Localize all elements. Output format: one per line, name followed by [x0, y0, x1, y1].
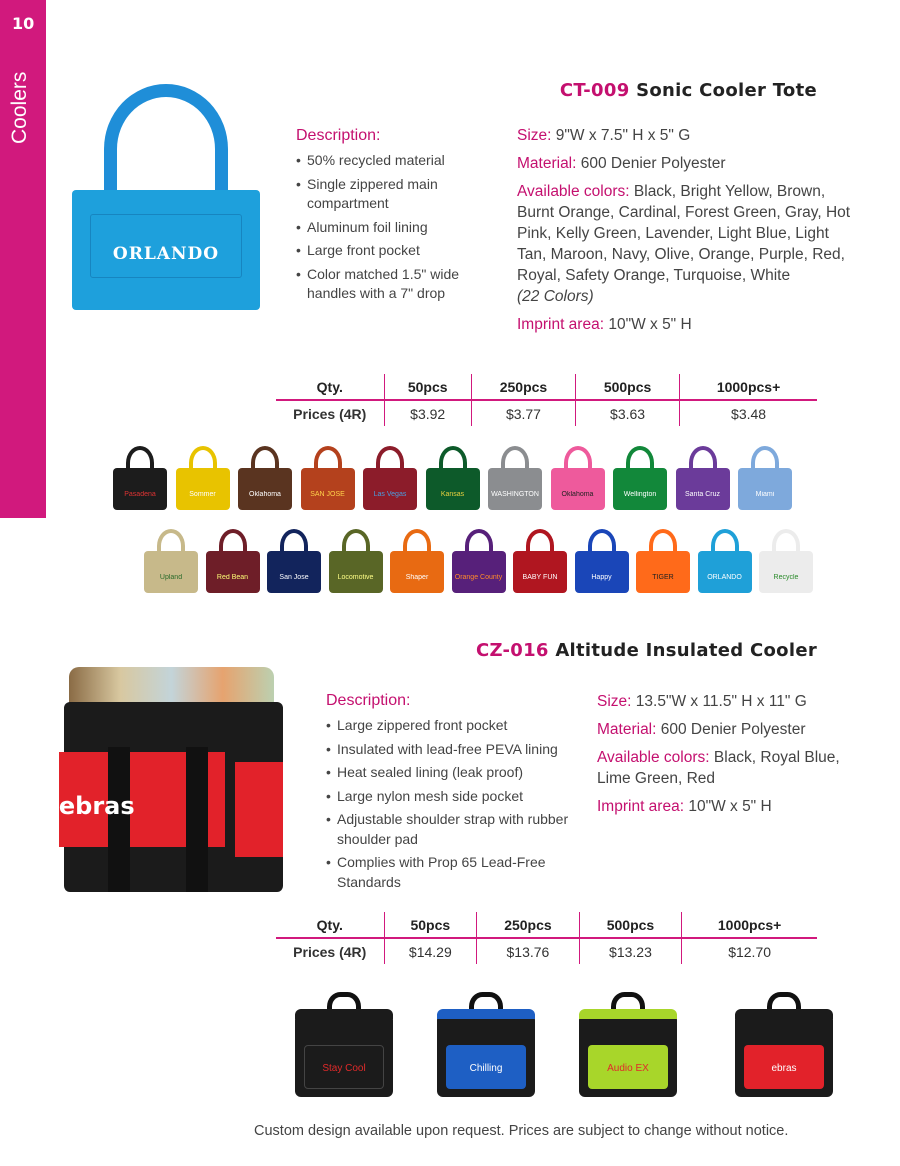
cooler-variant [572, 982, 684, 1104]
spec-material: Material: 600 Denier Polyester [597, 721, 806, 738]
spec-colors: Available colors: Black, Royal Blue, Lime Green, Red [597, 749, 840, 787]
cooler-handle [186, 747, 208, 892]
spec-material: Material: 600 Denier Polyester [517, 155, 726, 172]
tote-imprint: Recycle [773, 574, 799, 581]
tier-cell: 50pcs [384, 912, 477, 938]
qty-label: Qty. [276, 912, 384, 938]
tote-imprint: Locomotive [337, 574, 374, 581]
tote-body [113, 468, 167, 510]
tote-imprint: Shaper [405, 574, 429, 581]
tote-imprint: Wellington [623, 491, 657, 498]
tier-cell: 250pcs [477, 912, 580, 938]
description-item: • 50% recycled material [296, 151, 496, 171]
description-heading: Description: [296, 127, 381, 144]
section-label: Coolers [8, 71, 31, 144]
tier-cell: 1000pcs+ [682, 912, 817, 938]
color-swatch-tote [426, 446, 480, 510]
tote-imprint: WASHINGTON [491, 491, 539, 498]
price-label: Prices (4R) [293, 405, 367, 422]
description-item: • Complies with Prop 65 Lead-Free Standards [326, 853, 576, 892]
spec-imprint: Imprint area: 10"W x 5" H [517, 316, 692, 333]
colors-count: (22 Colors) [517, 288, 594, 305]
tote-body [426, 468, 480, 510]
product-code: CT-009 [559, 80, 630, 101]
description-list [326, 716, 576, 892]
cooler-imprint: Stay Cool [322, 1062, 366, 1074]
description-list [296, 151, 496, 304]
color-swatch-tote [363, 446, 417, 510]
color-swatch-tote [176, 446, 230, 510]
tote-imprint: TIGER [652, 574, 674, 581]
color-swatch-tote [206, 529, 260, 593]
tote-body [575, 551, 629, 593]
tote-body [390, 551, 444, 593]
tote-imprint: Upland [159, 574, 183, 581]
color-swatch-tote [488, 446, 542, 510]
cooler-imprint: ebras [58, 792, 135, 820]
color-swatch-tote [676, 446, 730, 510]
section-tab [0, 0, 46, 518]
tier-cell: 1000pcs+ [680, 374, 817, 400]
price-cell: $12.70 [682, 938, 817, 964]
tote-body [452, 551, 506, 593]
price-cell: $3.92 [384, 400, 471, 426]
cooler-side-panel [235, 762, 284, 857]
tote-imprint: Santa Cruz [684, 491, 721, 498]
cooler-variant [728, 982, 840, 1104]
tote-body [329, 551, 383, 593]
color-swatch-tote [301, 446, 355, 510]
tote-body [513, 551, 567, 593]
tote-body [206, 551, 260, 593]
product-code: CZ-016 [475, 640, 549, 661]
tier-cell: 50pcs [384, 374, 471, 400]
color-swatch-tote [329, 529, 383, 593]
cooler-lid [437, 1009, 536, 1019]
spec-block [597, 691, 847, 824]
tote-body [613, 468, 667, 510]
spec-imprint: Imprint area: 10"W x 5" H [597, 798, 772, 815]
description-item: • Color matched 1.5" wide handles with a 7" drop [296, 265, 496, 304]
price-cell: $13.23 [579, 938, 682, 964]
tote-body [363, 468, 417, 510]
color-swatch-tote [759, 529, 813, 593]
tote-body [301, 468, 355, 510]
cooler-imprint: ebras [771, 1062, 797, 1074]
tote-imprint: San Jose [279, 574, 309, 581]
color-swatch-tote [267, 529, 321, 593]
price-table-cz016 [276, 912, 817, 964]
tote-imprint: Oklahoma [561, 491, 594, 498]
tote-body [238, 468, 292, 510]
tote-body [176, 468, 230, 510]
description-block [296, 127, 496, 308]
tote-imprint: Happy [591, 574, 612, 581]
color-swatch-tote [390, 529, 444, 593]
tote-imprint: Miami [755, 491, 775, 498]
sonic-cooler-tote-image [72, 84, 260, 310]
tier-cell: 500pcs [579, 912, 682, 938]
description-item: • Aluminum foil lining [296, 218, 496, 238]
altitude-cooler-image [54, 662, 298, 912]
tote-body [698, 551, 752, 593]
color-swatch-tote [513, 529, 567, 593]
color-swatch-tote [636, 529, 690, 593]
description-item: • Large nylon mesh side pocket [326, 787, 576, 807]
color-swatch-tote [738, 446, 792, 510]
color-swatch-tote [113, 446, 167, 510]
color-swatch-tote [551, 446, 605, 510]
tote-body [267, 551, 321, 593]
tote-body [759, 551, 813, 593]
price-label: Prices (4R) [293, 943, 367, 960]
color-swatch-tote [452, 529, 506, 593]
tote-imprint: Orange County [454, 574, 503, 581]
price-table-ct009 [276, 374, 817, 426]
tier-cell: 500pcs [576, 374, 680, 400]
tote-body [636, 551, 690, 593]
color-swatch-tote [575, 529, 629, 593]
footer-note: Custom design available upon request. Prices are subject to change without notice. [254, 1123, 789, 1139]
price-cell: $14.29 [384, 938, 477, 964]
description-block [326, 692, 576, 896]
description-item: • Heat sealed lining (leak proof) [326, 763, 576, 783]
tote-imprint: Oklahoma [249, 491, 281, 498]
description-heading: Description: [326, 692, 411, 709]
description-item: • Large front pocket [296, 241, 496, 261]
tote-imprint: BABY FUN [522, 574, 558, 581]
description-item: • Large zippered front pocket [326, 716, 576, 736]
tote-imprint: Kansas [440, 491, 465, 498]
cooler-lid [295, 1009, 394, 1019]
cooler-lid [579, 1009, 678, 1019]
tote-imprint: Sommer [189, 491, 216, 498]
spec-colors: Available colors: Black, Bright Yellow, Brown, Burnt Orange, Cardinal, Forest Green, Gray, Hot Pink, Kelly Green, Lavender, Light Blue, Light Tan, Maroon, Navy, Olive, Orange, Purple, Red, Royal, Safety Orange, Turquoise, White (22 Colors) [517, 183, 851, 305]
tote-body [488, 468, 542, 510]
qty-label: Qty. [276, 374, 384, 400]
tote-body [144, 551, 198, 593]
color-swatch-tote [144, 529, 198, 593]
cooler-variant [430, 982, 542, 1104]
cooler-variant [288, 982, 400, 1104]
description-item: • Insulated with lead-free PEVA lining [326, 740, 576, 760]
color-swatch-tote [238, 446, 292, 510]
page-number: 10 [12, 14, 35, 33]
description-item: • Adjustable shoulder strap with rubber shoulder pad [326, 810, 576, 849]
color-swatch-tote [698, 529, 752, 593]
tote-body [551, 468, 605, 510]
price-cell: $13.76 [477, 938, 580, 964]
color-swatch-tote [613, 446, 667, 510]
product-name: Altitude Insulated Cooler [555, 640, 817, 661]
tote-imprint: Red Bean [216, 574, 249, 581]
tote-imprint: SAN JOSE [310, 491, 345, 498]
tier-cell: 250pcs [471, 374, 575, 400]
price-cell: $3.77 [471, 400, 575, 426]
tote-imprint: ORLANDO [112, 244, 220, 264]
cooler-lid [735, 1009, 834, 1019]
spec-size: Size: 9"W x 7.5" H x 5" G [517, 127, 691, 144]
tote-imprint: ORLANDO [707, 574, 742, 581]
price-cell: $3.48 [680, 400, 817, 426]
product-name: Sonic Cooler Tote [636, 80, 817, 101]
tote-body [738, 468, 792, 510]
cooler-imprint: Chilling [469, 1062, 503, 1074]
tote-imprint: Pasadena [124, 491, 156, 498]
cooler-imprint: Audio EX [607, 1062, 649, 1074]
tote-imprint: Las Vegas [373, 491, 407, 498]
tote-body [676, 468, 730, 510]
product-title-cz016 [476, 640, 817, 661]
description-item: • Single zippered main compartment [296, 175, 496, 214]
spec-size: Size: 13.5"W x 11.5" H x 11" G [597, 693, 807, 710]
price-cell: $3.63 [576, 400, 680, 426]
spec-block [517, 125, 853, 342]
product-title-ct009 [560, 80, 817, 101]
